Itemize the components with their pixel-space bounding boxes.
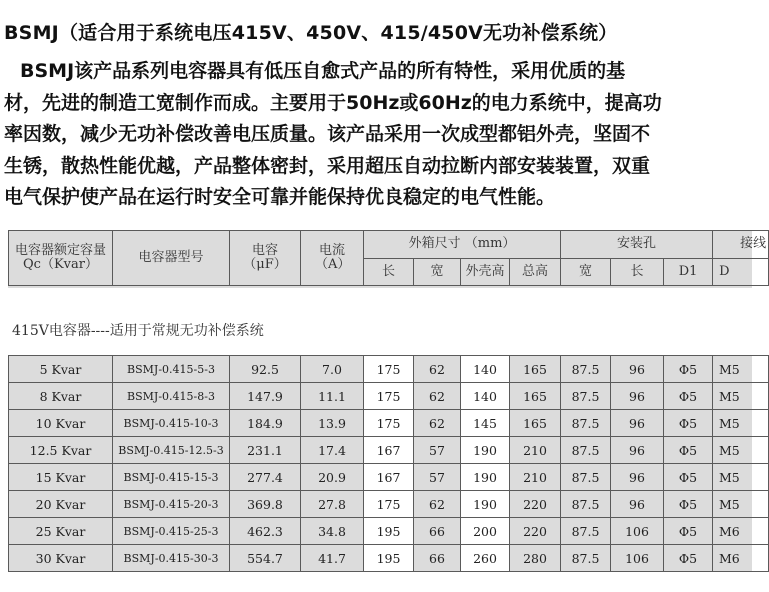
product-description bbox=[4, 56, 750, 214]
table-row bbox=[9, 518, 769, 545]
d-cell: M5 bbox=[713, 383, 769, 410]
d1-cell: Φ5 bbox=[664, 518, 713, 545]
d1-cell: Φ5 bbox=[664, 410, 713, 437]
header-d1: D1 bbox=[664, 258, 713, 286]
capacitance-cell: 554.7 bbox=[230, 545, 301, 572]
model-cell: BSMJ-0.415-20-3 bbox=[113, 491, 230, 518]
current-cell: 7.0 bbox=[301, 356, 364, 383]
width-cell: 66 bbox=[414, 518, 461, 545]
table-row bbox=[9, 410, 769, 437]
table-row bbox=[9, 491, 769, 518]
total-height-cell: 280 bbox=[510, 545, 561, 572]
total-height-cell: 165 bbox=[510, 356, 561, 383]
length-cell: 175 bbox=[364, 410, 414, 437]
model-cell: BSMJ-0.415-12.5-3 bbox=[113, 437, 230, 464]
header-mount-holes: 安装孔 bbox=[561, 231, 713, 259]
spec-table-header bbox=[8, 230, 767, 288]
shell-height-cell: 140 bbox=[461, 383, 510, 410]
mount-length-cell: 96 bbox=[611, 437, 664, 464]
header-total-height: 总高 bbox=[510, 258, 561, 286]
total-height-cell: 165 bbox=[510, 383, 561, 410]
table-row bbox=[9, 464, 769, 491]
d1-cell: Φ5 bbox=[664, 437, 713, 464]
d-cell: M6 bbox=[713, 518, 769, 545]
d-cell: M5 bbox=[713, 491, 769, 518]
capacity-cell: 12.5 Kvar bbox=[9, 437, 113, 464]
shell-height-cell: 190 bbox=[461, 464, 510, 491]
mount-length-cell: 96 bbox=[611, 491, 664, 518]
header-d: D bbox=[713, 258, 769, 286]
d1-cell: Φ5 bbox=[664, 545, 713, 572]
model-cell: BSMJ-0.415-25-3 bbox=[113, 518, 230, 545]
width-cell: 57 bbox=[414, 464, 461, 491]
mount-width-cell: 87.5 bbox=[561, 383, 611, 410]
model-cell: BSMJ-0.415-10-3 bbox=[113, 410, 230, 437]
current-cell: 11.1 bbox=[301, 383, 364, 410]
length-cell: 175 bbox=[364, 356, 414, 383]
total-height-cell: 220 bbox=[510, 491, 561, 518]
d1-cell: Φ5 bbox=[664, 491, 713, 518]
current-cell: 13.9 bbox=[301, 410, 364, 437]
table-row bbox=[9, 437, 769, 464]
mount-length-cell: 96 bbox=[611, 410, 664, 437]
header-length: 长 bbox=[364, 258, 414, 286]
mount-length-cell: 96 bbox=[611, 356, 664, 383]
total-height-cell: 210 bbox=[510, 464, 561, 491]
d-cell: M5 bbox=[713, 437, 769, 464]
width-cell: 66 bbox=[414, 545, 461, 572]
width-cell: 62 bbox=[414, 410, 461, 437]
header-outer-dims: 外箱尺寸 （mm） bbox=[364, 231, 561, 259]
shell-height-cell: 145 bbox=[461, 410, 510, 437]
section-label: 415V电容器----适用于常规无功补偿系统 bbox=[12, 323, 264, 339]
width-cell: 62 bbox=[414, 383, 461, 410]
total-height-cell: 165 bbox=[510, 410, 561, 437]
capacitance-cell: 277.4 bbox=[230, 464, 301, 491]
current-cell: 17.4 bbox=[301, 437, 364, 464]
length-cell: 195 bbox=[364, 545, 414, 572]
d1-cell: Φ5 bbox=[664, 383, 713, 410]
width-cell: 62 bbox=[414, 491, 461, 518]
model-cell: BSMJ-0.415-8-3 bbox=[113, 383, 230, 410]
mount-width-cell: 87.5 bbox=[561, 518, 611, 545]
description-line: 材，先进的制造工宽制作而成。主要用于50Hz或60Hz的电力系统中，提高功 bbox=[4, 91, 662, 114]
capacity-cell: 20 Kvar bbox=[9, 491, 113, 518]
description-line: 电气保护使产品在运行时安全可靠并能保持优良稳定的电气性能。 bbox=[4, 186, 556, 208]
current-cell: 34.8 bbox=[301, 518, 364, 545]
header-mount-width: 宽 bbox=[561, 258, 611, 286]
current-cell: 20.9 bbox=[301, 464, 364, 491]
length-cell: 175 bbox=[364, 491, 414, 518]
capacity-cell: 15 Kvar bbox=[9, 464, 113, 491]
capacitance-cell: 369.8 bbox=[230, 491, 301, 518]
mount-length-cell: 106 bbox=[611, 518, 664, 545]
mount-width-cell: 87.5 bbox=[561, 491, 611, 518]
length-cell: 167 bbox=[364, 437, 414, 464]
table-row bbox=[9, 545, 769, 572]
spec-table bbox=[8, 355, 752, 572]
capacitance-cell: 231.1 bbox=[230, 437, 301, 464]
d-cell: M5 bbox=[713, 464, 769, 491]
capacity-cell: 25 Kvar bbox=[9, 518, 113, 545]
header-current: 电流（A） bbox=[301, 231, 364, 286]
total-height-cell: 220 bbox=[510, 518, 561, 545]
width-cell: 62 bbox=[414, 356, 461, 383]
mount-length-cell: 96 bbox=[611, 383, 664, 410]
table-row bbox=[9, 383, 769, 410]
capacity-cell: 30 Kvar bbox=[9, 545, 113, 572]
shell-height-cell: 200 bbox=[461, 518, 510, 545]
length-cell: 175 bbox=[364, 383, 414, 410]
mount-width-cell: 87.5 bbox=[561, 356, 611, 383]
mount-width-cell: 87.5 bbox=[561, 464, 611, 491]
length-cell: 195 bbox=[364, 518, 414, 545]
shell-height-cell: 190 bbox=[461, 491, 510, 518]
capacity-cell: 8 Kvar bbox=[9, 383, 113, 410]
d-cell: M6 bbox=[713, 545, 769, 572]
model-cell: BSMJ-0.415-30-3 bbox=[113, 545, 230, 572]
table-row bbox=[9, 356, 769, 383]
mount-width-cell: 87.5 bbox=[561, 437, 611, 464]
d1-cell: Φ5 bbox=[664, 356, 713, 383]
description-line: 生锈，散热性能优越，产品整体密封，采用超压自动拉断内部安装装置，双重 bbox=[4, 154, 651, 177]
mount-length-cell: 106 bbox=[611, 545, 664, 572]
page-title: BSMJ（适合用于系统电压415V、450V、415/450V无功补偿系统） bbox=[4, 22, 618, 44]
capacitance-cell: 147.9 bbox=[230, 383, 301, 410]
capacitance-cell: 184.9 bbox=[230, 410, 301, 437]
shell-height-cell: 260 bbox=[461, 545, 510, 572]
model-cell: BSMJ-0.415-5-3 bbox=[113, 356, 230, 383]
capacity-cell: 5 Kvar bbox=[9, 356, 113, 383]
shell-height-cell: 140 bbox=[461, 356, 510, 383]
d1-cell: Φ5 bbox=[664, 464, 713, 491]
capacity-cell: 10 Kvar bbox=[9, 410, 113, 437]
d-cell: M5 bbox=[713, 410, 769, 437]
current-cell: 27.8 bbox=[301, 491, 364, 518]
current-cell: 41.7 bbox=[301, 545, 364, 572]
header-width: 宽 bbox=[414, 258, 461, 286]
total-height-cell: 210 bbox=[510, 437, 561, 464]
mount-width-cell: 87.5 bbox=[561, 545, 611, 572]
capacitance-cell: 92.5 bbox=[230, 356, 301, 383]
description-line: 率因数，减少无功补偿改善电压质量。该产品采用一次成型都铝外壳，坚固不 bbox=[4, 123, 651, 145]
header-capacitance: 电容（μF） bbox=[230, 231, 301, 286]
header-mount-length: 长 bbox=[611, 258, 664, 286]
model-cell: BSMJ-0.415-15-3 bbox=[113, 464, 230, 491]
header-shell-height: 外壳高 bbox=[461, 258, 510, 286]
description-line: BSMJ该产品系列电容器具有低压自愈式产品的所有特性，采用优质的基 bbox=[20, 60, 626, 82]
header-capacity: 电容器额定容量Qc（Kvar） bbox=[9, 231, 113, 286]
width-cell: 57 bbox=[414, 437, 461, 464]
mount-width-cell: 87.5 bbox=[561, 410, 611, 437]
capacitance-cell: 462.3 bbox=[230, 518, 301, 545]
length-cell: 167 bbox=[364, 464, 414, 491]
header-model: 电容器型号 bbox=[113, 231, 230, 286]
header-terminal: 接线 bbox=[713, 231, 769, 259]
mount-length-cell: 96 bbox=[611, 464, 664, 491]
shell-height-cell: 190 bbox=[461, 437, 510, 464]
d-cell: M5 bbox=[713, 356, 769, 383]
